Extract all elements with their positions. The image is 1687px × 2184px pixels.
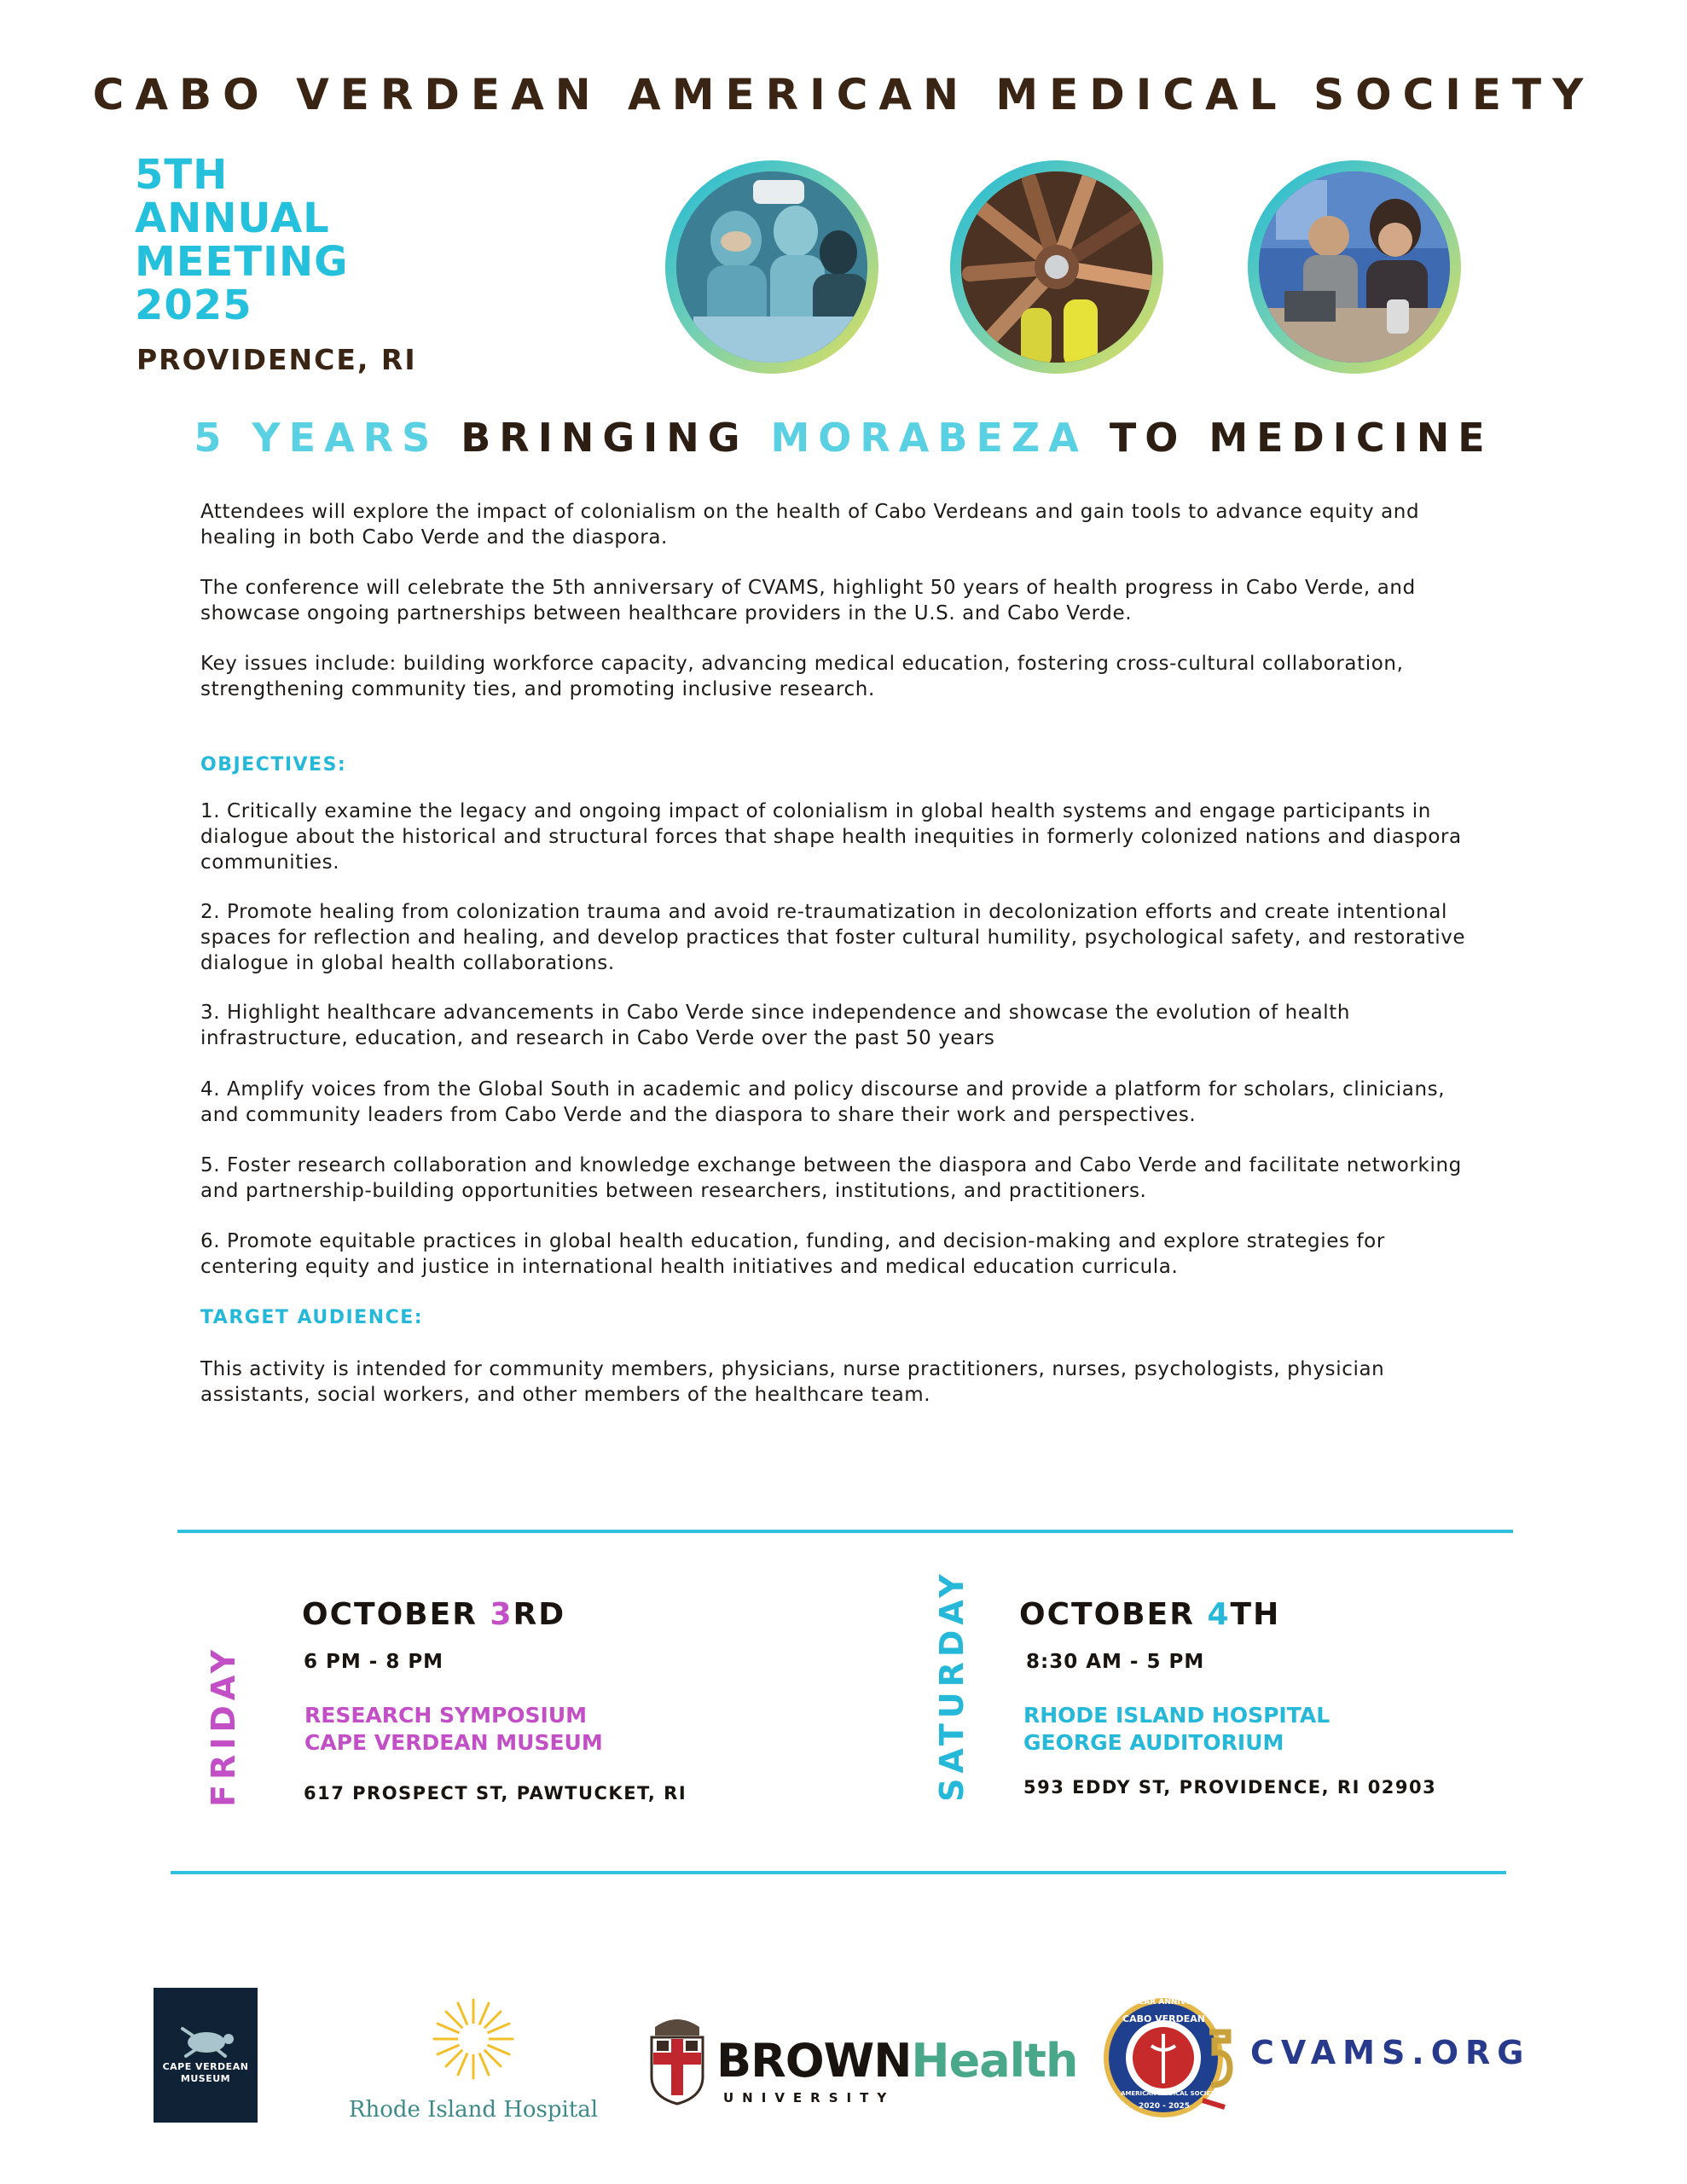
saturday-venue-line: RHODE ISLAND HOSPITAL [1023, 1703, 1330, 1728]
saturday-time: 8:30 AM - 5 PM [1026, 1651, 1205, 1673]
saturday-month: OCTOBER [1019, 1597, 1208, 1632]
divider-bottom [171, 1871, 1506, 1874]
lab-work-photo [1248, 160, 1461, 374]
meeting-line: 2025 [135, 282, 252, 329]
surgery-team-icon [676, 171, 867, 363]
audience-heading: TARGET AUDIENCE: [200, 1307, 424, 1328]
intro-paragraph: Attendees will explore the impact of colonialism on the health of Cabo Verdeans and gain tools to advance equity and healing in both Cabo Verde and the diaspora. [200, 501, 1420, 549]
objective-item: 3. Highlight healthcare advancements in Cabo Verde since independence and showcase the evolution of health infrastructure, education, and research in Cabo Verde over the past 50 years [200, 1002, 1351, 1049]
friday-label: FRIDAY [205, 1644, 242, 1807]
saturday-suffix: TH [1230, 1597, 1281, 1632]
health-wordmark: Health [911, 2034, 1078, 2088]
society-title: CABO VERDEAN AMERICAN MEDICAL SOCIETY [92, 70, 1595, 119]
saturday-venue-line: GEORGE AUDITORIUM [1023, 1730, 1284, 1755]
friday-address: 617 PROSPECT ST, PAWTUCKET, RI [304, 1783, 687, 1804]
tagline-bringing: BRINGING [461, 415, 749, 461]
seal-years-text: 2020 - 2025 [1138, 2102, 1191, 2111]
friday-venue [304, 1702, 603, 1757]
meeting-line: 5TH [135, 151, 229, 199]
seal-ring-text: AMERICAN MEDICAL SOCIETY [1121, 2090, 1219, 2097]
surgery-team-photo [665, 160, 878, 374]
intro-paragraph: The conference will celebrate the 5th anniversary of CVAMS, highlight 50 years of health progress in Cabo Verde, and showcase ongoing partnerships between healthcare providers in the U.S. and Cabo Verde. [200, 577, 1416, 624]
brown-shield-icon [646, 2010, 708, 2106]
saturday-venue [1023, 1702, 1330, 1757]
objective-item: 5. Foster research collaboration and knowledge exchange between the diaspora and Cabo Verde and facilitate networking and partnership-building opportunities between researchers, institutions, and practitioners. [200, 1154, 1462, 1202]
university-wordmark: UNIVERSITY [723, 2090, 896, 2106]
joined-hands-photo [950, 160, 1163, 374]
friday-suffix: RD [513, 1597, 566, 1632]
friday-month: OCTOBER [302, 1597, 490, 1632]
saturday-date [1019, 1597, 1280, 1632]
objective-item: 4. Amplify voices from the Global South in academic and policy discourse and provide a platform for scholars, clinicians, and community leaders from Cabo Verde and the diaspora to share their work and perspectives. [200, 1078, 1446, 1126]
friday-venue-line: CAPE VERDEAN MUSEUM [304, 1730, 603, 1755]
friday-day-number: 3 [490, 1597, 513, 1632]
cape-verdean-museum-logo [154, 1988, 258, 2123]
saturday-label: SATURDAY [933, 1569, 971, 1802]
friday-date [302, 1597, 565, 1632]
intro-paragraph: Key issues include: building workforce capacity, advancing medical education, fostering cross-cultural collaboration, strengthening community ties, and promoting inclusive research. [200, 653, 1404, 700]
friday-time: 6 PM - 8 PM [304, 1651, 444, 1673]
meeting-line: MEETING [135, 238, 349, 286]
objective-item: 1. Critically examine the legacy and ongoing impact of colonialism in global health systems and engage participants in dialogue about the historical and structural forces that shape health inequities in formerly colonized nations and diaspora communities. [200, 800, 1462, 874]
saturday-address: 593 EDDY ST, PROVIDENCE, RI 02903 [1023, 1777, 1437, 1798]
divider-top [177, 1530, 1513, 1533]
museum-logo-line: CAPE VERDEAN [162, 2061, 249, 2072]
objectives-heading: OBJECTIVES: [200, 754, 347, 775]
cvams-seal-logo [1100, 1989, 1237, 2126]
tagline-years: 5 YEARS [194, 415, 439, 461]
objective-item: 6. Promote equitable practices in global health education, funding, and decision-making and explore strategies for centering equity and justice in international health initiatives and medical education curricula. [200, 1230, 1385, 1278]
rih-wordmark: Rhode Island Hospital [348, 2097, 599, 2123]
objective-item: 2. Promote healing from colonization trauma and avoid re-traumatization in decolonization efforts and create intentional spaces for reflection and healing, and develop practices that foster cultural humility, psychological safety, and restorative dialogue in global health collaborations. [200, 901, 1466, 974]
brown-health-logo [646, 2010, 1078, 2112]
lab-work-icon [1259, 171, 1450, 363]
audience-text: This activity is intended for community members, physicians, nurse practitioners, nurses, psychologists, physician assistants, social workers, and other members of the healthcare team. [200, 1358, 1385, 1406]
brown-wordmark: BROWN [716, 2034, 912, 2088]
meeting-line: ANNUAL [135, 195, 330, 242]
seal-number [1216, 2036, 1217, 2037]
tagline-medicine: TO MEDICINE [1109, 415, 1493, 461]
joined-hands-icon [961, 171, 1152, 363]
meeting-title [135, 151, 416, 329]
meeting-location: PROVIDENCE, RI [136, 343, 417, 376]
seal-name-text: CABO VERDEAN [1122, 2013, 1206, 2024]
tagline-morabeza: MORABEZA [770, 415, 1087, 461]
website-link[interactable]: CVAMS.ORG [1250, 2034, 1531, 2071]
saturday-day-number: 4 [1207, 1597, 1231, 1632]
friday-venue-line: RESEARCH SYMPOSIUM [304, 1703, 588, 1728]
sun-icon [431, 1996, 516, 2082]
seal-top-text: 5-YEAR ANNIVERSARY [1126, 1998, 1220, 2007]
museum-logo-line: MUSEUM [180, 2073, 231, 2084]
tagline [0, 415, 1687, 461]
rhode-island-hospital-logo [345, 1996, 601, 2124]
